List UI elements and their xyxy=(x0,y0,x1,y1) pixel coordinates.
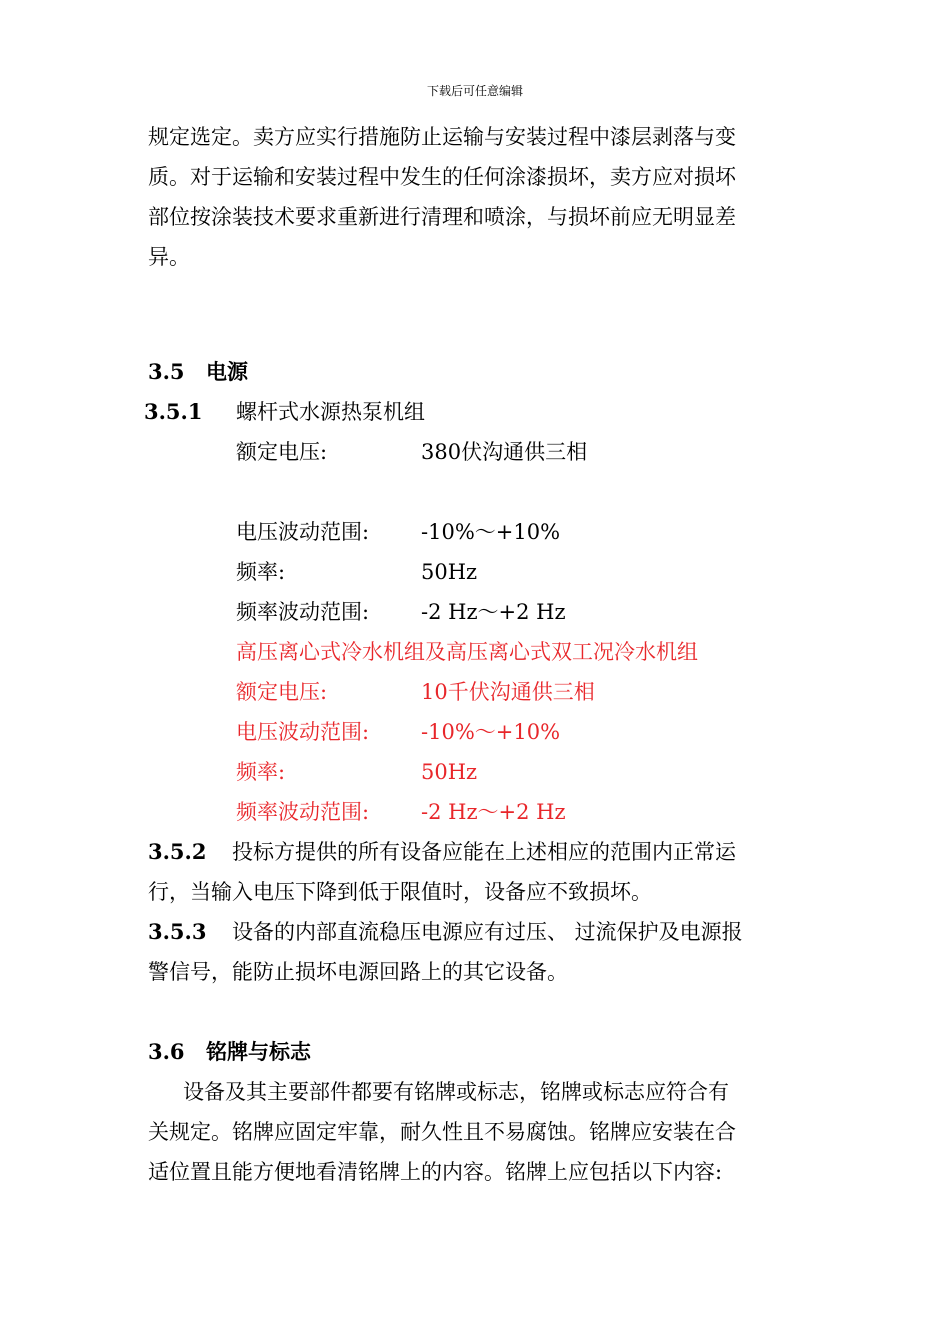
paragraph-line: 行，当输入电压下降到低于限值时，设备应不致损坏。 xyxy=(148,880,652,904)
subsection-number: 3.5.2 xyxy=(148,839,207,864)
spec-value: 50Hz xyxy=(421,760,478,784)
subsection-number: 3.5.3 xyxy=(148,919,207,944)
subsection-3-5-2 xyxy=(148,837,736,867)
spec-label: 额定电压: xyxy=(236,440,328,464)
spec-value: 380伏沟通供三相 xyxy=(421,440,588,464)
section-number: 3.5 xyxy=(148,359,185,384)
spec-value: 50Hz xyxy=(421,560,478,584)
spec-label: 频率: xyxy=(236,760,286,784)
spec-label: 频率: xyxy=(236,560,286,584)
paragraph-line: 部位按涂装技术要求重新进行清理和喷涂，与损坏前应无明显差 xyxy=(148,205,736,229)
highlighted-title: 高压离心式冷水机组及高压离心式双工况冷水机组 xyxy=(236,640,698,664)
spec-value: -2 Hz～+2 Hz xyxy=(421,800,566,824)
spec-label: 频率波动范围: xyxy=(236,800,370,824)
paragraph-line: 异。 xyxy=(148,245,190,269)
subsection-number: 3.5.1 xyxy=(144,399,203,424)
paragraph-line: 关规定。铭牌应固定牢靠，耐久性且不易腐蚀。铭牌应安装在合 xyxy=(148,1120,736,1144)
spec-value: -10%～+10% xyxy=(421,520,561,544)
section-heading-3-5 xyxy=(148,357,248,387)
spec-label: 电压波动范围: xyxy=(236,720,370,744)
section-number: 3.6 xyxy=(148,1039,185,1064)
section-heading-3-6 xyxy=(148,1037,311,1067)
section-title: 电源 xyxy=(206,359,248,384)
paragraph-line: 设备的内部直流稳压电源应有过压、 过流保护及电源报 xyxy=(232,920,743,944)
paragraph-line: 规定选定。卖方应实行措施防止运输与安装过程中漆层剥落与变 xyxy=(148,125,736,149)
spec-label: 电压波动范围: xyxy=(236,520,370,544)
paragraph-line: 警信号，能防止损坏电源回路上的其它设备。 xyxy=(148,960,568,984)
spec-value: 10千伏沟通供三相 xyxy=(421,680,595,704)
paragraph-line: 质。对于运输和安装过程中发生的任何涂漆损坏，卖方应对损坏 xyxy=(148,165,736,189)
spec-label: 额定电压: xyxy=(236,680,328,704)
subsection-3-5-3 xyxy=(148,917,743,947)
section-title: 铭牌与标志 xyxy=(206,1039,311,1064)
spec-label: 频率波动范围: xyxy=(236,600,370,624)
spec-value: -2 Hz～+2 Hz xyxy=(421,600,566,624)
paragraph-line: 设备及其主要部件都要有铭牌或标志，铭牌或标志应符合有 xyxy=(183,1080,729,1104)
spec-value: -10%～+10% xyxy=(421,720,561,744)
paragraph-line: 适位置且能方便地看清铭牌上的内容。铭牌上应包括以下内容: xyxy=(148,1160,723,1184)
subsection-title: 螺杆式水源热泵机组 xyxy=(236,400,425,424)
paragraph-line: 投标方提供的所有设备应能在上述相应的范围内正常运 xyxy=(232,840,736,864)
subsection-3-5-1 xyxy=(144,397,425,427)
page-header: 下载后可任意编辑 xyxy=(426,84,523,98)
